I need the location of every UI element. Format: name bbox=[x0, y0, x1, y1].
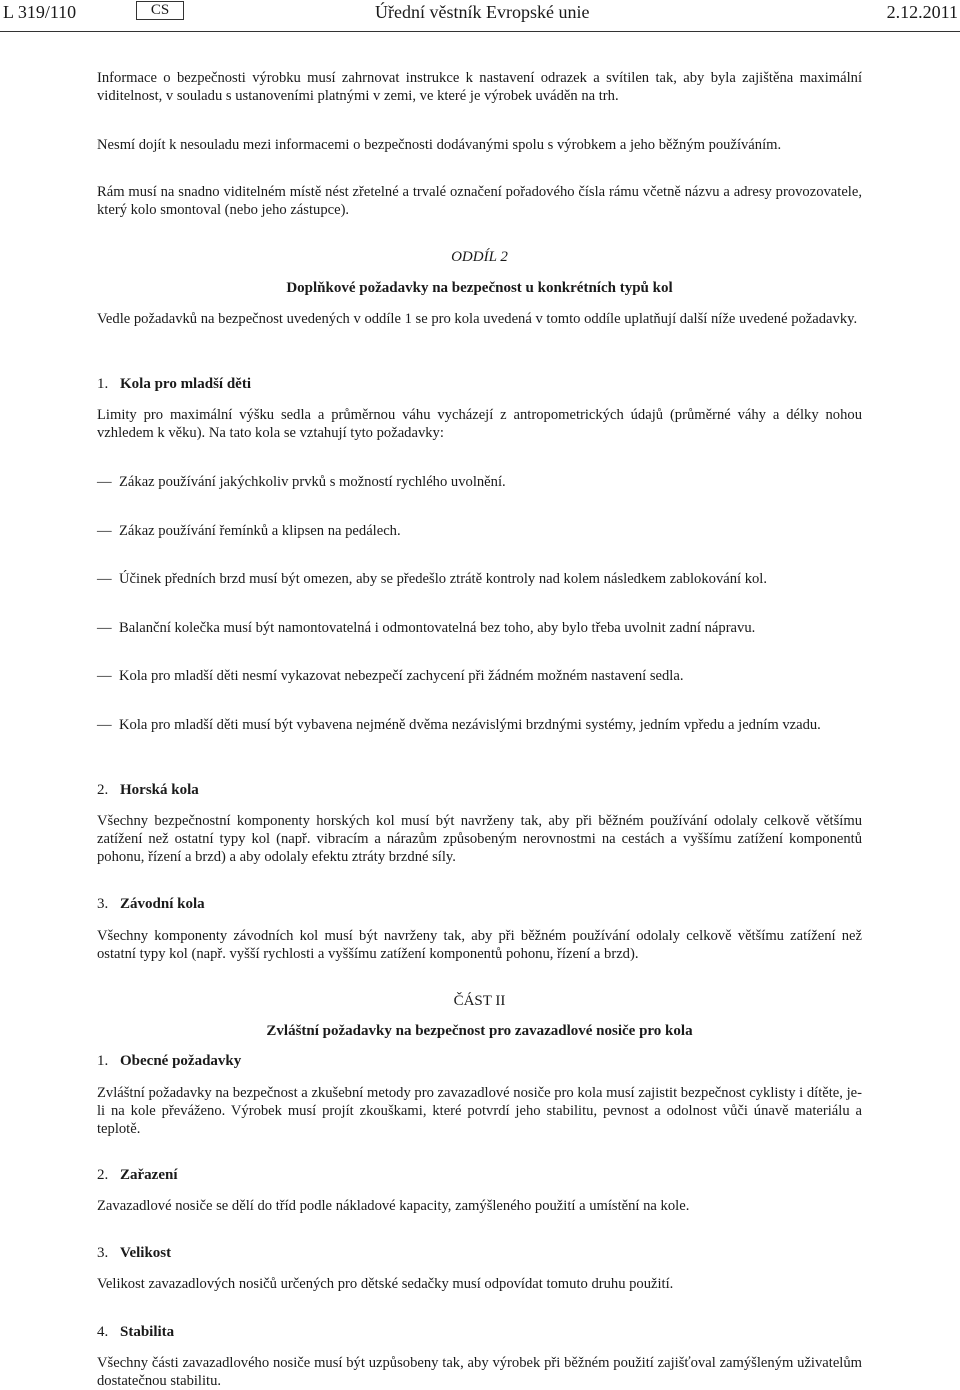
bullet-item bbox=[97, 570, 862, 588]
intro-paragraph-2: Nesmí dojít k nesouladu mezi informacemi o bezpečnosti dodávanými spolu s výrobkem a jeho běžným používáním. bbox=[97, 137, 782, 153]
part-item-2-number: 2. bbox=[97, 1167, 109, 1183]
item-3-title: Závodní kola bbox=[120, 896, 205, 912]
bullet-item bbox=[97, 667, 862, 685]
page-reference: L 319/110 bbox=[3, 2, 77, 22]
part-item-4-number: 4. bbox=[97, 1324, 109, 1340]
part-item-1-heading bbox=[97, 1053, 241, 1070]
bullet-text: Kola pro mladší děti musí být vybavena nejméně dvěma nezávislými brzdnými systémy, jedním vpředu a jedním vzadu. bbox=[119, 717, 821, 733]
part-item-3-text: Velikost zavazadlových nosičů určených pro dětské sedačky musí odpovídat tomuto druhu použití. bbox=[97, 1276, 674, 1292]
intro-paragraph-3: Rám musí na snadno viditelném místě nést zřetelné a trvalé označení pořadového čísla rámu včetně názvu a adresy provozovatele, který kolo smontoval (nebo jeho zástupce). bbox=[97, 184, 862, 218]
journal-title: Úřední věstník Evropské unie bbox=[375, 2, 590, 22]
section-intro: Vedle požadavků na bezpečnost uvedených v oddíle 1 se pro kola uvedená v tomto oddíle uplatňují další níže uvedené požadavky. bbox=[97, 311, 858, 327]
bullet-text: Účinek předních brzd musí být omezen, aby se předešlo ztrátě kontroly nad kolem následkem zablokování kol. bbox=[119, 571, 768, 587]
part-item-2-text: Zavazadlové nosiče se dělí do tříd podle nákladové kapacity, zamýšleného použití a umístění na kole. bbox=[97, 1198, 690, 1214]
bullet-text: Balanční kolečka musí být namontovatelná i odmontovatelná bez toho, aby bylo třeba uvolnit zadní nápravu. bbox=[119, 620, 756, 636]
page-header bbox=[0, 0, 960, 24]
item-2-number: 2. bbox=[97, 782, 109, 798]
part-item-2-title: Zařazení bbox=[120, 1167, 178, 1183]
item-2-heading bbox=[97, 782, 199, 799]
part-item-4-heading bbox=[97, 1324, 174, 1341]
part-title: Zvláštní požadavky na bezpečnost pro zavazadlové nosiče pro kola bbox=[266, 1023, 693, 1039]
dash-marker: — bbox=[97, 474, 112, 490]
item-1-title: Kola pro mladší děti bbox=[120, 376, 251, 392]
dash-marker: — bbox=[97, 571, 112, 587]
part-item-1-number: 1. bbox=[97, 1053, 109, 1069]
dash-marker: — bbox=[97, 668, 112, 684]
item-3-text: Všechny komponenty závodních kol musí být navrženy tak, aby při běžném používání odolaly celkově většímu zatížení než ostatní typy kol (např. vyšší rychlosti a vyššímu zatížení komponentů pohonu, řízení a brzd). bbox=[97, 928, 862, 962]
item-1-number: 1. bbox=[97, 376, 109, 392]
part-item-3-heading bbox=[97, 1245, 171, 1262]
intro-paragraph-1: Informace o bezpečnosti výrobku musí zahrnovat instrukce k nastavení odrazek a svítilen tak, aby byla zajištěna maximální viditelnost, v souladu s ustanoveními platnými v zemi, ve které je výrobek uváděn na trh. bbox=[97, 70, 862, 104]
part-item-4-text: Všechny části zavazadlového nosiče musí být uzpůsobeny tak, aby výrobek při běžném použití zajišťoval zamýšleným uživatelům dostatečnou stabilitu. bbox=[97, 1355, 862, 1389]
section-label: ODDÍL 2 bbox=[451, 249, 508, 265]
bullet-text: Kola pro mladší děti nesmí vykazovat nebezpečí zachycení při žádném možném nastavení sedla. bbox=[119, 668, 684, 684]
part-item-1-text: Zvláštní požadavky na bezpečnost a zkušební metody pro zavazadlové nosiče pro kola musí zajistit bezpečnost cyklisty i dítěte, je-li na kole převáženo. Výrobek musí projít zkouškami, které potvrdí jeho stabilitu, pevnost a odolnost vůči únavě materiálu a teplotě. bbox=[97, 1085, 862, 1137]
part-item-3-number: 3. bbox=[97, 1245, 109, 1261]
item-3-number: 3. bbox=[97, 896, 109, 912]
bullet-item bbox=[97, 473, 862, 491]
dash-marker: — bbox=[97, 717, 112, 733]
dash-marker: — bbox=[97, 620, 112, 636]
publication-date: 2.12.2011 bbox=[886, 2, 958, 22]
item-2-title: Horská kola bbox=[120, 782, 199, 798]
bullet-item bbox=[97, 522, 862, 540]
part-label: ČÁST II bbox=[453, 993, 506, 1009]
bullet-text: Zákaz používání řemínků a klipsen na pedálech. bbox=[119, 523, 401, 539]
language-code-box: CS bbox=[136, 1, 184, 20]
part-item-1-title: Obecné požadavky bbox=[120, 1053, 242, 1069]
bullet-item bbox=[97, 619, 862, 637]
section-title: Doplňkové požadavky na bezpečnost u konkrétních typů kol bbox=[286, 280, 673, 296]
dash-marker: — bbox=[97, 523, 112, 539]
item-1-heading bbox=[97, 376, 251, 393]
part-item-2-heading bbox=[97, 1167, 178, 1184]
item-2-text: Všechny bezpečnostní komponenty horských kol musí být navrženy tak, aby při běžném používání odolaly celkově většímu zatížení než ostatní typy kol (např. vibracím a nárazům způsobeným nerovnostmi na cestách a vyššímu zatížení komponentů pohonu, řízení a brzd) a aby odolaly efektu ztráty brzdné síly. bbox=[97, 813, 862, 865]
part-item-3-title: Velikost bbox=[120, 1245, 172, 1261]
item-3-heading bbox=[97, 896, 205, 913]
part-item-4-title: Stabilita bbox=[120, 1324, 175, 1340]
bullet-text: Zákaz používání jakýchkoliv prvků s možností rychlého uvolnění. bbox=[119, 474, 506, 490]
bullet-item bbox=[97, 716, 862, 734]
header-divider bbox=[0, 31, 960, 32]
item-1-text: Limity pro maximální výšku sedla a průměrnou váhu vycházejí z antropometrických údajů (průměrné váhy a délky nohou vzhledem k věku). Na tato kola se vztahují tyto požadavky: bbox=[97, 407, 862, 441]
